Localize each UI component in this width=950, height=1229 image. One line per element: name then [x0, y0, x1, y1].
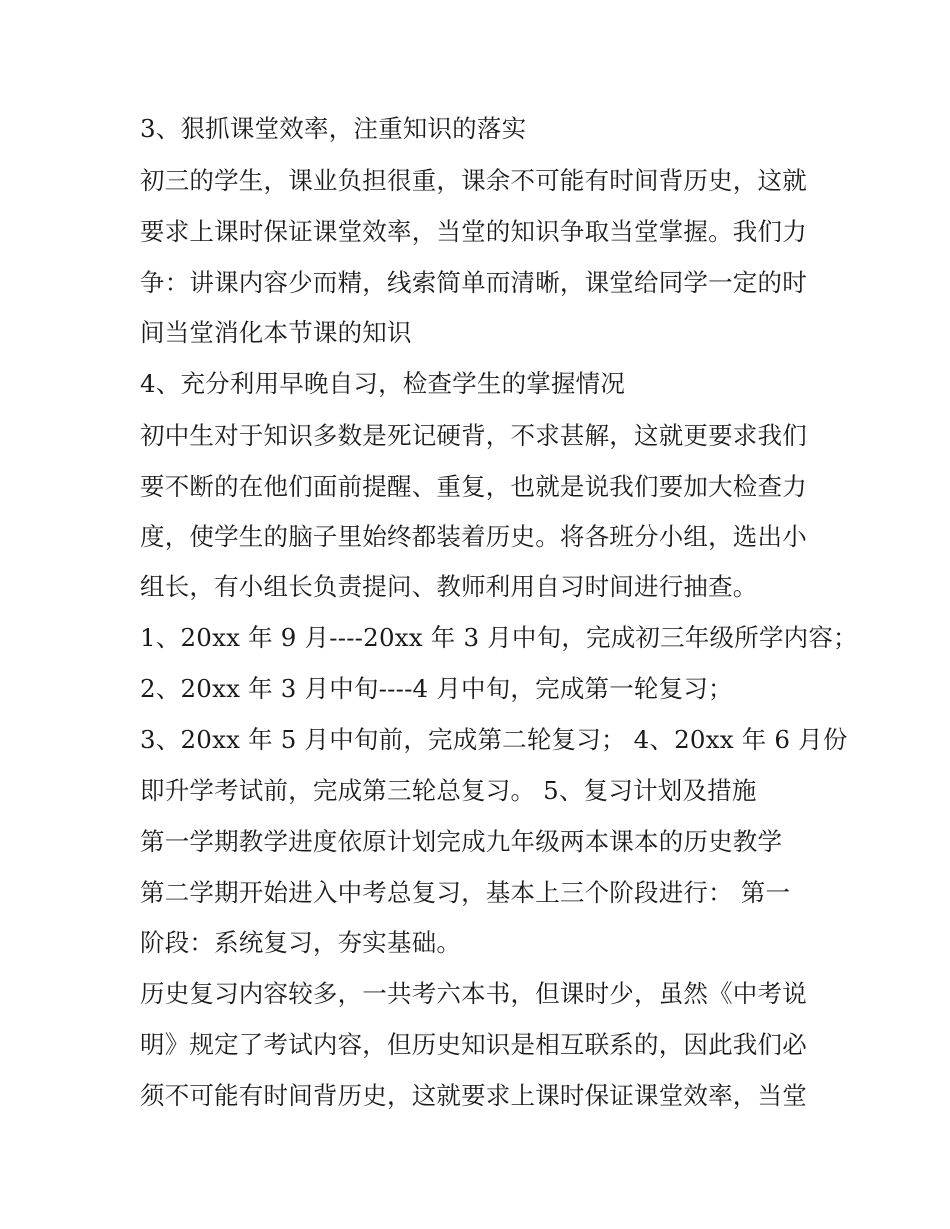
text-line: 初中生对于知识多数是死记硬背，不求甚解，这就更要求我们: [140, 421, 807, 450]
heading-line-4: 4、充分利用早晚自习，检查学生的掌握情况: [140, 369, 626, 398]
text-line: 要求上课时保证课堂效率，当堂的知识争取当堂掌握。我们力: [140, 217, 807, 246]
text-line: 第一学期教学进度依原计划完成九年级两本课本的历史教学: [140, 827, 783, 856]
text-line: 须不可能有时间背历史，这就要求上课时保证课堂效率，当堂: [140, 1081, 807, 1110]
text-line: 度，使学生的脑子里始终都装着历史。将各班分小组，选出小: [140, 522, 807, 551]
schedule-item-3-4: 3、20xx 年 5 月中旬前，完成第二轮复习； 4、20xx 年 6 月份: [140, 725, 848, 754]
schedule-item-2: 2、20xx 年 3 月中旬----4 月中旬，完成第一轮复习；: [140, 674, 733, 703]
text-line: 要不断的在他们面前提醒、重复，也就是说我们要加大检查力: [140, 472, 807, 501]
text-line: 第二学期开始进入中考总复习，基本上三个阶段进行： 第一: [140, 878, 791, 907]
text-line: 间当堂消化本节课的知识: [140, 318, 412, 347]
text-line: 阶段：系统复习，夯实基础。: [140, 928, 462, 957]
text-line: 初三的学生，课业负担很重，课余不可能有时间背历史，这就: [140, 166, 807, 195]
schedule-item-1: 1、20xx 年 9 月----20xx 年 3 月中旬，完成初三年级所学内容；: [140, 623, 858, 652]
text-line: 争：讲课内容少而精，线索简单而清晰，课堂给同学一定的时: [140, 268, 807, 297]
text-line: 历史复习内容较多，一共考六本书，但课时少，虽然《中考说: [140, 979, 807, 1008]
text-line: 明》规定了考试内容，但历史知识是相互联系的，因此我们必: [140, 1030, 807, 1059]
heading-line-3: 3、狠抓课堂效率，注重知识的落实: [140, 114, 527, 143]
text-line: 组长，有小组长负责提问、教师利用自习时间进行抽查。: [140, 572, 758, 601]
text-line: 即升学考试前，完成第三轮总复习。 5、复习计划及措施: [140, 776, 757, 805]
